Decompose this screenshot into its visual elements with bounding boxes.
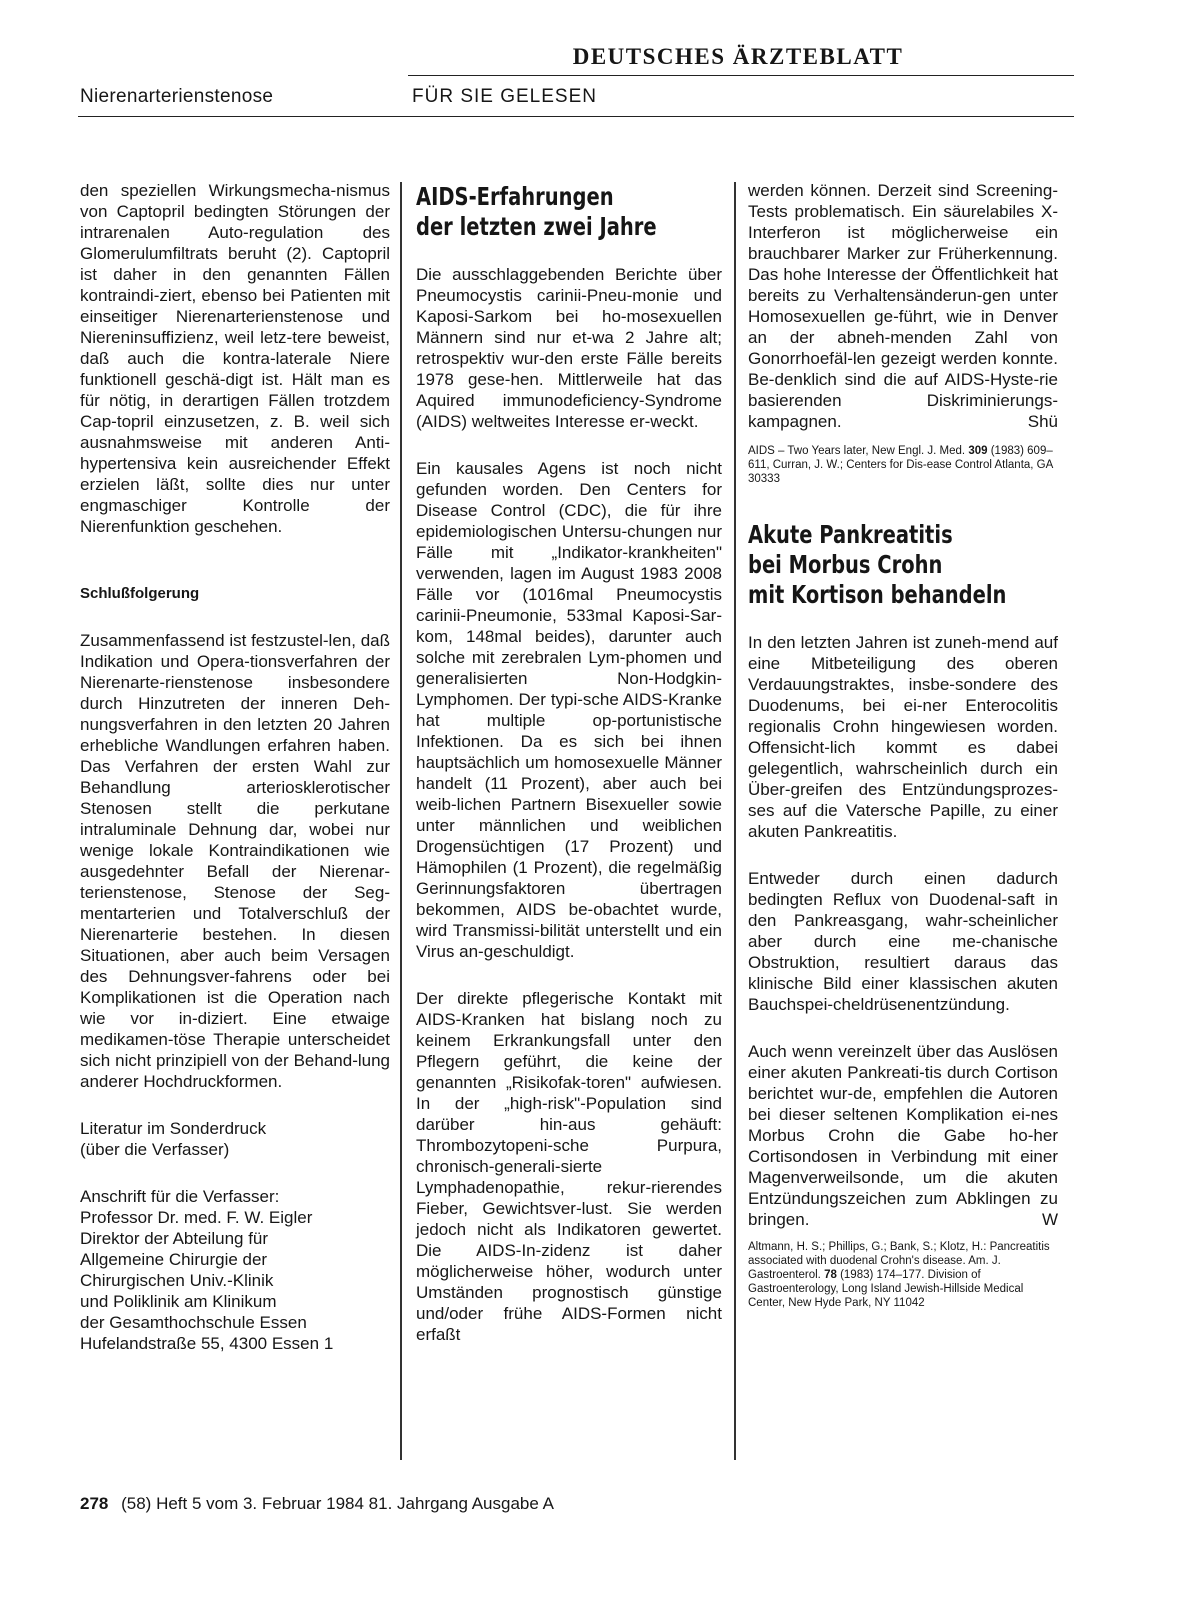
column-divider-2 xyxy=(734,182,736,1460)
headline-line: der letzten zwei Jahre xyxy=(416,212,657,241)
column-2 xyxy=(416,180,722,1345)
reference-pankreatitis xyxy=(748,1240,1058,1310)
reference-text: AIDS – Two Years later, New Engl. J. Med. xyxy=(748,445,966,457)
headline-line: bei Morbus Crohn xyxy=(748,550,943,579)
article-headline-pankreatitis xyxy=(748,520,1058,610)
headline-line: mit Kortison behandeln xyxy=(748,580,1007,609)
address-line: der Gesamthochschule Essen xyxy=(80,1313,307,1332)
paragraph: In den letzten Jahren ist zuneh-mend auf eine Mitbeteiligung des oberen Verdauungstraktes, insbe-sondere des Duodenums, bei ei-ner Enterocolitis regionalis Crohn hingewiesen worden. Offensicht-lich kommt es dabei gelegentlich, wahrscheinlich durch ein Über-greifen des Entzündungsprozes-ses auf die Vatersche Papille, zu einer akuten Pankreatitis. xyxy=(748,633,1058,841)
section-label-left: Nierenarterienstenose xyxy=(80,86,274,107)
page-footer xyxy=(80,1494,554,1514)
author-address xyxy=(80,1186,390,1354)
column-1 xyxy=(80,180,390,1354)
paragraph: Ein kausales Agens ist noch nicht gefunden worden. Den Centers for Disease Control (CDC), die für ihre epidemiologischen Untersu-chungen nur Fälle mit „Indikator-krankheiten" verwenden, lagen im August 1983 2008 Fälle vor (1016mal Pneumocystis carinii-Pneumonie, 533mal Kaposi-Sar-kom, 148mal beides), darunter auch solche mit zerebralen Lym-phomen und generalisierten Non-Hodgkin-Lymphomen. Der typi-sche AIDS-Kranke hat multiple op-portunistische Infektionen. Da es sich bei ihnen hauptsächlich um homosexuelle Männer handelt (11 Prozent), aber auch bei weib-lichen Partnern Bisexueller sowie unter männlichen und weiblichen Drogensüchtigen (17 Prozent) und Hämophilen (1 Prozent), die regelmäßig Gerinnungsfaktoren übertragen bekommen, AIDS be-obachtet wurde, wird Transmissi-bilität unterstellt und ein Virus an-geschuldigt. xyxy=(416,459,722,961)
author-signature: W xyxy=(1041,1210,1058,1229)
paragraph: Die ausschlaggebenden Berichte über Pneumocystis carinii-Pneu-monie und Kaposi-Sarkom bei ho-mosexuellen Männern sind nur et-wa 2 Jahre alt; retrospektiv wur-den erste Fälle bereits 1978 gese-hen. Mittlerweile hat das Aquired immunodeficiency-Syndrome (AIDS) weltweites Interesse er-weckt. xyxy=(416,265,722,431)
paragraph xyxy=(748,180,1058,432)
masthead-rule xyxy=(408,75,1074,76)
paragraph-text: werden können. Derzeit sind Screening-Tests problematisch. Ein säurelabiles X-Interferon ist möglicherweise ein brauchbarer Marker zur Früherkennung. Das hohe Interesse der Öffentlichkeit hat bereits zu Verhaltensänderun-gen unter Homosexuellen ge-führt, wie in Denver an der abneh-menden Zahl von Gonorrhoefäl-len gezeigt werden konnte. Be-denklich sind die auf AIDS-Hyste-rie basierenden Diskriminierungs-kampagnen. xyxy=(748,181,1058,431)
subheading-conclusion: Schlußfolgerung xyxy=(80,585,200,602)
page-number: 278 xyxy=(80,1494,109,1513)
article-headline-aids xyxy=(416,182,722,242)
address-line: Anschrift für die Verfasser: xyxy=(80,1187,280,1206)
literature-line: Literatur im Sonderdruck xyxy=(80,1119,267,1138)
reference-volume: 309 xyxy=(968,445,988,457)
address-line: Direktor der Abteilung für xyxy=(80,1229,269,1248)
reference-volume: 78 xyxy=(824,1269,837,1281)
address-line: Hufelandstraße 55, 4300 Essen 1 xyxy=(80,1334,334,1353)
literature-line: (über die Verfasser) xyxy=(80,1140,230,1159)
column-divider-1 xyxy=(400,182,402,1460)
address-line: und Poliklinik am Klinikum xyxy=(80,1292,277,1311)
paragraph: Entweder durch einen dadurch bedingten Reflux von Duodenal-saft in den Pankreasgang, wahr-scheinlicher aber durch eine me-chanische Obstruktion, resultiert daraus das klinische Bild einer klassischen akuten Bauchspei-cheldrüsenentzündung. xyxy=(748,869,1058,1014)
address-line: Chirurgischen Univ.-Klinik xyxy=(80,1271,274,1290)
header-rule xyxy=(78,116,1074,117)
literature-note xyxy=(80,1118,390,1160)
author-signature: Shü xyxy=(1027,412,1058,431)
reference-text: (1983) 174–177. Division of Gastroenterology, Long Island Jewish-Hillside Medical Center, New Hyde Park, NY 11042 xyxy=(748,1269,1024,1309)
paragraph: Der direkte pflegerische Kontakt mit AIDS-Kranken hat bislang noch zu keinem Erkrankungsfall unter den Pflegern geführt, die keine der genannten „Risikofak-toren" aufwiesen. In der „high-risk"-Population sind darüber hin-aus gehäuft: Thrombozytopeni-sche Purpura, chronisch-generali-sierte Lymphadenopathie, rekur-rierendes Fieber, Gewichtsver-lust. Sie werden jedoch nicht als Indikatoren gewertet. Die AIDS-In-zidenz ist daher möglicherweise höher, wodurch unter Umständen prognostisch günstige und/oder frühe AIDS-Formen nicht erfaßt xyxy=(416,989,722,1344)
paragraph-text: Auch wenn vereinzelt über das Auslösen einer akuten Pankreati-tis durch Cortison berichtet wur-de, empfehlen die Autoren bei dieser seltenen Komplikation ei-nes Morbus Crohn die Gabe ho-her Cortisondosen in Verbindung mit einer Magenverweilsonde, um die akuten Entzündungszeichen zum Abklingen zu bringen. xyxy=(748,1042,1058,1229)
headline-line: Akute Pankreatitis xyxy=(748,520,953,549)
address-line: Allgemeine Chirurgie der xyxy=(80,1250,268,1269)
address-line: Professor Dr. med. F. W. Eigler xyxy=(80,1208,313,1227)
paragraph: den speziellen Wirkungsmecha-nismus von Captopril bedingten Störungen der intrarenalen Auto-regulation des Glomerulumfiltrats beruht (2). Captopril ist daher in den genannten Fällen kontraindi-ziert, ebenso bei Patienten mit einseitiger Nierenarterienstenose und Niereninsuffizienz, weil letz-tere beweist, daß auch die kontra-laterale Niere funktionell geschä-digt ist. Hält man es für nötig, in derartigen Fällen trotzdem Cap-topril einzusetzen, z. B. weil sich ausnahmsweise mit anderen Anti-hypertensiva kein ausreichender Effekt erzielen läßt, sollte dies nur unter engmaschiger Kontrolle der Nierenfunktion geschehen. xyxy=(80,181,390,536)
reference-text: (1983) 609–611, Curran, J. W.; Centers for Dis-ease Control Atlanta, GA 30333 xyxy=(748,445,1053,485)
paragraph: Zusammenfassend ist festzustel-len, daß Indikation und Opera-tionsverfahren der Nierenarte-rienstenose insbesondere durch Hinzutreten der inneren Deh-nungsverfahren in den letzten 20 Jahren erhebliche Wandlungen erfahren haben. Das Verfahren der ersten Wahl zur Behandlung arteriosklerotischer Stenosen stellt die perkutane intraluminale Dehnung dar, wobei nur wenige lokale Kontraindikationen wie ausgedehnter Befall der Nierenar-terienstenose, Stenose der Seg-mentarterien und Totalverschluß der Nierenarterie bestehen. In diesen Situationen, aber auch beim Versagen des Dehnungsver-fahrens oder bei Komplikationen ist die Operation nach wie vor in-diziert. Eine etwaige medikamen-töse Therapie unterscheidet sich nicht prinzipiell von der Behand-lung anderer Hochdruckformen. xyxy=(80,631,390,1091)
column-3 xyxy=(748,180,1058,1344)
section-label-right: FÜR SIE GELESEN xyxy=(412,86,597,107)
reference-aids xyxy=(748,444,1058,486)
reference-text: Altmann, H. S.; Phillips, G.; Bank, S.; Klotz, H.: Pancreatitis associated with duodenal Crohn's disease. Am. J. Gastroenterol. xyxy=(748,1241,1050,1281)
headline-line: AIDS-Erfahrungen xyxy=(416,182,614,211)
paragraph xyxy=(748,1041,1058,1230)
issue-info: (58) Heft 5 vom 3. Februar 1984 81. Jahrgang Ausgabe A xyxy=(121,1494,554,1513)
masthead: DEUTSCHES ÄRZTEBLATT xyxy=(572,44,904,69)
